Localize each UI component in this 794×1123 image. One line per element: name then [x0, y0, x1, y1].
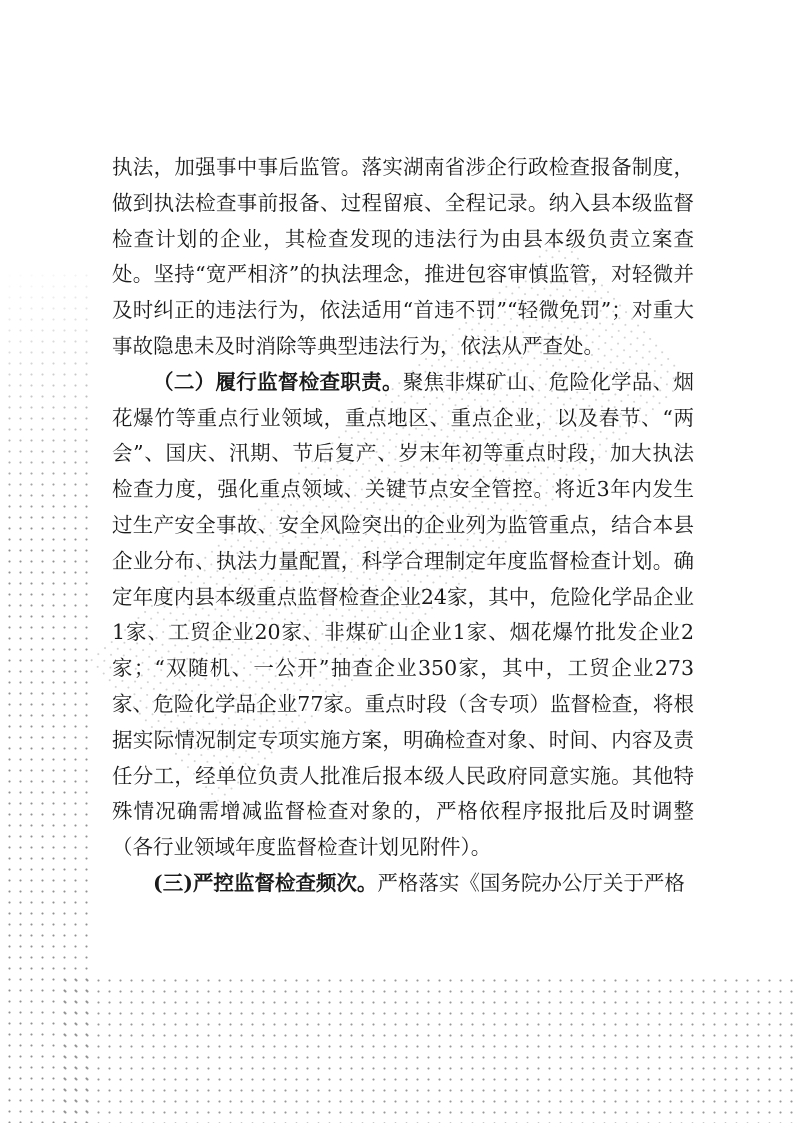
- paragraph-1-text: 执法，加强事中事后监管。落实湖南省涉企行政检查报备制度，做到执法检查事前报备、过程留痕、全程记录。纳入县本级监督检查计划的企业，其检查发现的违法行为由县本级负责立案查处。坚持“宽严相济”的执法理念，推进包容审慎监管，对轻微并及时纠正的违法行为，依法适用“首违不罚”“轻微免罚”；对重大事故隐患未及时消除等典型违法行为，依法从严查处。: [112, 155, 694, 358]
- paragraph-3: [112, 866, 694, 902]
- document-body: [112, 150, 694, 902]
- paragraph-1: [112, 150, 694, 365]
- paragraph-2: [112, 365, 694, 866]
- scan-dot-pattern-bottom: [60, 975, 794, 1123]
- paragraph-3-heading: (三)严控监督检查频次。: [153, 870, 378, 895]
- paragraph-3-text: 严格落实《国务院办公厅关于严格: [377, 870, 685, 895]
- paragraph-2-heading: （二）履行监督检查职责。: [153, 369, 403, 394]
- paragraph-2-text: 聚焦非煤矿山、危险化学品、烟花爆竹等重点行业领域，重点地区、重点企业，以及春节、“两会”、国庆、汛期、节后复产、岁末年初等重点时段，加大执法检查力度，强化重点领域、关键节点安全管控。将近3年内发生过生产安全事故、安全风险突出的企业列为监管重点，结合本县企业分布、执法力量配置，科学合理制定年度监督检查计划。确定年度内县本级重点监督检查企业24家，其中，危险化学品企业1家、工贸企业20家、非煤矿山企业1家、烟花爆竹批发企业2家；“双随机、一公开”抽查企业350家，其中，工贸企业273家、危险化学品企业77家。重点时段（含专项）监督检查，将根据实际情况制定专项实施方案，明确检查对象、时间、内容及责任分工，经单位负责人批准后报本级人民政府同意实施。其他特殊情况确需增减监督检查对象的，严格依程序报批后及时调整（各行业领域年度监督检查计划见附件）。: [112, 369, 695, 860]
